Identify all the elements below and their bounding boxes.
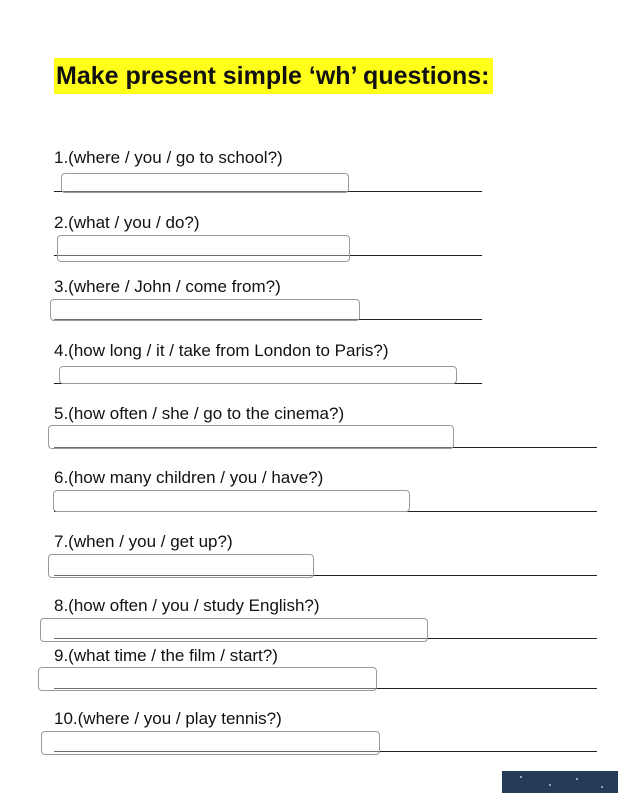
answer-input-4[interactable] xyxy=(59,366,457,384)
answer-input-10[interactable] xyxy=(41,731,380,755)
question-7-prompt: 7.(when / you / get up?) xyxy=(54,532,233,551)
answer-input-2[interactable] xyxy=(57,235,350,262)
answer-input-6[interactable] xyxy=(53,490,410,512)
question-8-prompt: 8.(how often / you / study English?) xyxy=(54,596,320,615)
answer-input-3[interactable] xyxy=(50,299,360,321)
answer-input-1[interactable] xyxy=(61,173,349,193)
question-5-prompt: 5.(how often / she / go to the cinema?) xyxy=(54,404,345,423)
question-1-prompt: 1.(where / you / go to school?) xyxy=(54,148,283,167)
worksheet-title: Make present simple ‘wh’ questions: xyxy=(54,58,493,94)
question-10-prompt: 10.(where / you / play tennis?) xyxy=(54,709,282,728)
answer-input-7[interactable] xyxy=(48,554,314,578)
answer-input-8[interactable] xyxy=(40,618,428,642)
corner-thumbnail xyxy=(502,771,618,793)
question-3-prompt: 3.(where / John / come from?) xyxy=(54,277,281,296)
answer-input-9[interactable] xyxy=(38,667,377,691)
question-9-prompt: 9.(what time / the film / start?) xyxy=(54,646,278,665)
question-6-prompt: 6.(how many children / you / have?) xyxy=(54,468,324,487)
question-2-prompt: 2.(what / you / do?) xyxy=(54,213,200,232)
question-4-prompt: 4.(how long / it / take from London to Paris?) xyxy=(54,341,389,360)
answer-input-5[interactable] xyxy=(48,425,454,449)
